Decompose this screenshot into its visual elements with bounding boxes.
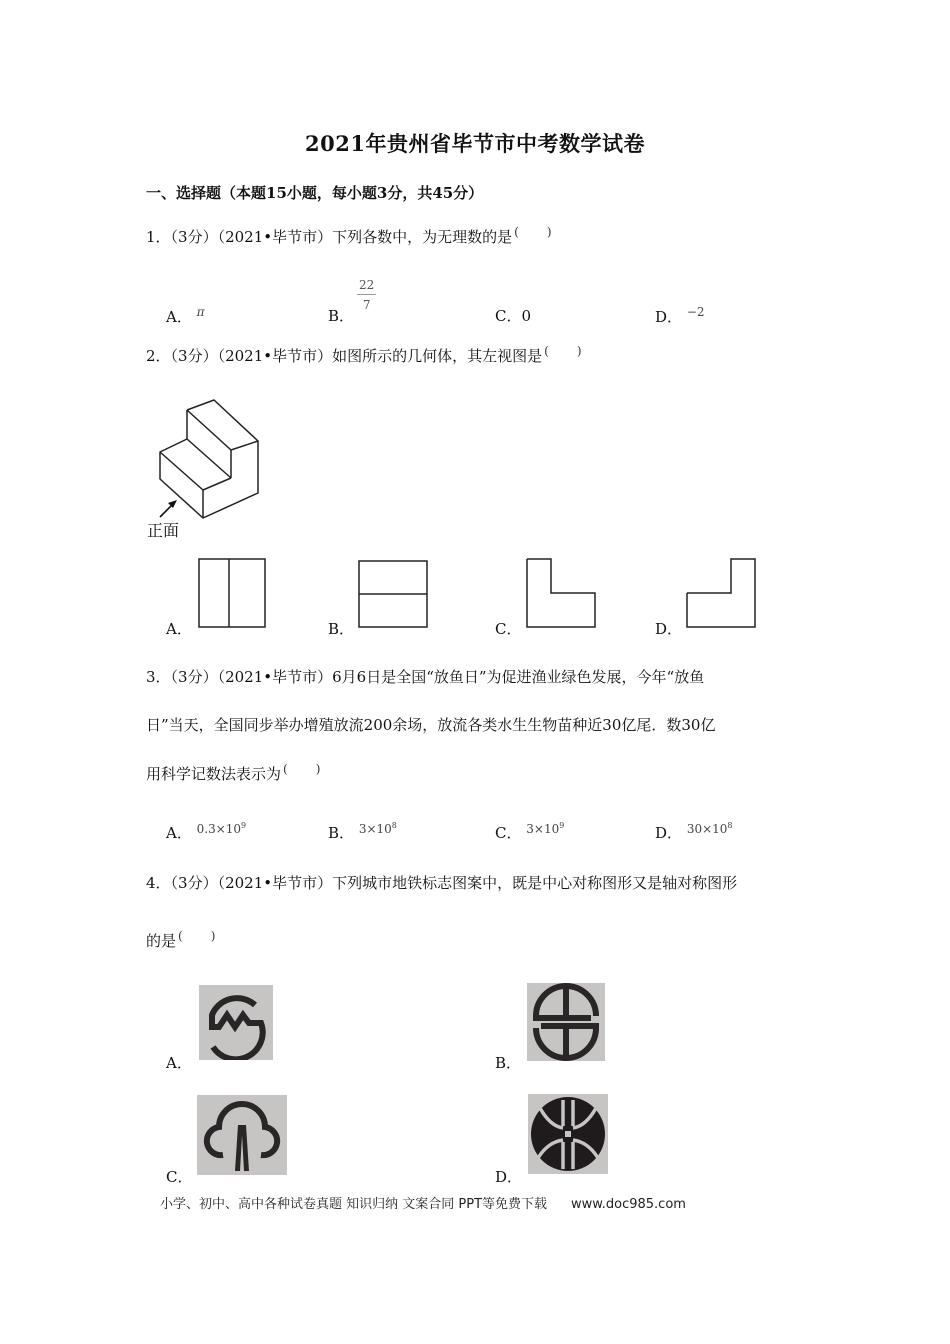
option-label: A． bbox=[166, 620, 192, 638]
question-text: （3分）（2021•毕节市）6月6日是全国“放鱼日”为促进渔业绿色发展，今年“放鱼 bbox=[170, 668, 705, 686]
option-value: π bbox=[196, 305, 205, 319]
denominator: 7 bbox=[362, 298, 371, 312]
option-label: C． bbox=[166, 1168, 193, 1186]
geometric-solid-figure bbox=[140, 390, 300, 520]
q2-option-b[interactable] bbox=[328, 618, 354, 639]
option-value: 0 bbox=[521, 307, 532, 325]
q4-option-c[interactable] bbox=[166, 1166, 192, 1187]
answer-blank: ( ) bbox=[544, 344, 582, 358]
q1-option-d[interactable] bbox=[655, 305, 705, 327]
question-number: 2． bbox=[146, 347, 171, 365]
question-text: （3分）（2021•毕节市）下列各数中，为无理数的是 bbox=[170, 228, 513, 246]
option-label: C． bbox=[495, 307, 522, 325]
option-label: A． bbox=[166, 1054, 192, 1072]
q2-option-c[interactable] bbox=[495, 618, 521, 639]
numerator: 22 bbox=[357, 278, 376, 295]
question-text: 用科学记数法表示为 bbox=[146, 765, 282, 783]
q1-option-b[interactable] bbox=[328, 305, 354, 326]
subway-logo-a-icon bbox=[199, 985, 273, 1060]
option-label: B． bbox=[328, 824, 355, 842]
question-text: 的是 bbox=[146, 932, 177, 950]
option-label: C． bbox=[495, 824, 522, 842]
option-label: A． bbox=[166, 824, 192, 842]
subway-logo-b-icon bbox=[527, 983, 605, 1061]
option-label: D． bbox=[655, 308, 683, 326]
option-label: C． bbox=[495, 620, 522, 638]
option-value: 3×108 bbox=[358, 821, 397, 836]
question-text: （3分）（2021•毕节市）如图所示的几何体，其左视图是 bbox=[170, 347, 543, 365]
view-rect-vertical-split bbox=[198, 558, 268, 630]
q3-option-d[interactable] bbox=[655, 821, 733, 843]
section-heading: 一、选择题（本题15小题，每小题3分，共45分） bbox=[146, 184, 484, 202]
answer-blank: ( ) bbox=[178, 929, 216, 943]
option-value: 0.3×109 bbox=[196, 821, 247, 836]
q4-option-d[interactable] bbox=[495, 1166, 522, 1187]
q2-option-a[interactable] bbox=[166, 618, 192, 639]
subway-logo-c-icon bbox=[197, 1095, 287, 1175]
question-number: 1． bbox=[146, 228, 171, 246]
question-4 bbox=[146, 876, 737, 891]
footer-url-link[interactable]: www.doc985.com bbox=[571, 1197, 686, 1212]
view-l-shape-right bbox=[686, 558, 758, 630]
question-3 bbox=[146, 670, 704, 685]
q4-option-a[interactable] bbox=[166, 1052, 192, 1073]
option-label: D． bbox=[495, 1168, 523, 1186]
question-number: 3． bbox=[146, 668, 171, 686]
footer-text: 小学、初中、高中各种试卷真题 知识归纳 文案合同 PPT等免费下载 bbox=[160, 1197, 548, 1212]
q3-option-c[interactable] bbox=[495, 821, 564, 843]
page-title: 2021年贵州省毕节市中考数学试卷 bbox=[305, 131, 645, 156]
q3-option-a[interactable] bbox=[166, 821, 246, 843]
option-value: −2 bbox=[686, 305, 705, 319]
fraction bbox=[357, 278, 376, 312]
option-label: B． bbox=[328, 307, 355, 325]
q1-option-a[interactable] bbox=[166, 305, 205, 327]
question-3-line-3 bbox=[146, 763, 320, 782]
footer bbox=[160, 1193, 686, 1212]
q3-option-b[interactable] bbox=[328, 821, 397, 843]
q1-option-c[interactable] bbox=[495, 305, 531, 326]
option-label: B． bbox=[328, 620, 355, 638]
question-4-line-2 bbox=[146, 930, 215, 949]
question-2 bbox=[146, 345, 582, 364]
q2-option-d[interactable] bbox=[655, 618, 682, 639]
subway-logo-d-icon bbox=[528, 1094, 608, 1174]
option-value: 3×109 bbox=[526, 821, 565, 836]
answer-blank: ( ) bbox=[283, 762, 321, 776]
answer-blank: ( ) bbox=[514, 225, 552, 239]
question-3-line-2: 日”当天，全国同步举办增殖放流200余场，放流各类水生生物苗种近30亿尾．数30亿 bbox=[146, 716, 716, 734]
option-label: A． bbox=[166, 308, 192, 326]
option-label: D． bbox=[655, 824, 683, 842]
front-label: 正面 bbox=[147, 521, 180, 540]
option-value: 30×108 bbox=[686, 821, 733, 836]
q4-option-b[interactable] bbox=[495, 1052, 521, 1073]
question-number: 4． bbox=[146, 874, 171, 892]
question-1 bbox=[146, 226, 552, 245]
view-l-shape-left bbox=[526, 558, 598, 630]
view-rect-horizontal-split bbox=[358, 560, 430, 630]
question-text: （3分）（2021•毕节市）下列城市地铁标志图案中，既是中心对称图形又是轴对称图形 bbox=[170, 874, 738, 892]
option-label: D． bbox=[655, 620, 683, 638]
option-label: B． bbox=[495, 1054, 522, 1072]
